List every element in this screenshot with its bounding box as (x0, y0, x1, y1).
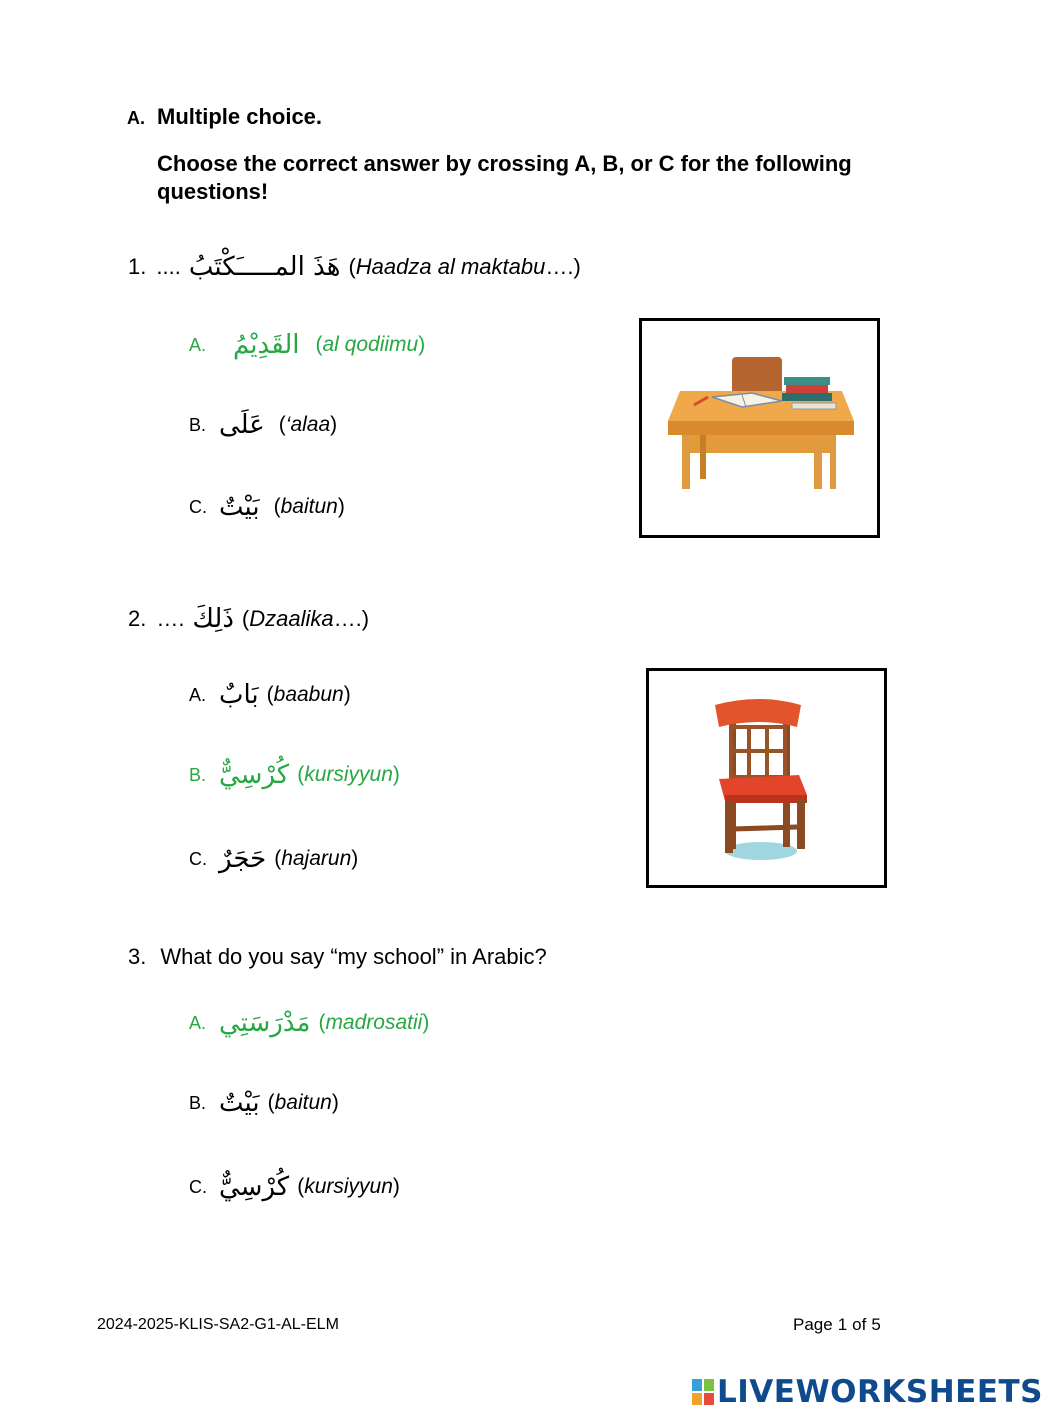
page-current: 1 (837, 1315, 848, 1334)
hint-tail: ….) (545, 254, 581, 279)
page-label: Page (793, 1315, 833, 1334)
option-letter: A. (189, 1012, 207, 1033)
option-letter: C. (189, 848, 207, 869)
question-text: What do you say “my school” in Arabic? (160, 944, 547, 969)
option-letter: C. (189, 1176, 207, 1197)
q3-option-b[interactable]: B. بَيْتٌ ( baitun ) (189, 1088, 339, 1118)
question-arabic: ذَلِكَ (192, 604, 234, 634)
option-letter: A. (189, 684, 207, 705)
brand-name: LIVEWORKSHEETS (717, 1374, 1043, 1410)
q3-option-c[interactable]: C. كُرْسِيٌّ ( kursiyyun ) (189, 1172, 400, 1202)
q2-option-c[interactable]: C. حَجَرٌ ( hajarun ) (189, 844, 359, 874)
option-translit: baabun (273, 683, 344, 706)
section-letter: A. (127, 108, 145, 128)
option-arabic: بَيْتٌ (219, 492, 260, 522)
option-translit: ‘alaa (285, 413, 331, 436)
liveworksheets-logo (692, 1374, 1043, 1410)
q2-option-b[interactable]: B. كُرْسِيٌّ ( kursiyyun ) (189, 760, 400, 790)
option-arabic: مَدْرَسَتِي (219, 1008, 311, 1038)
question-number: 1. (128, 254, 147, 279)
desk-image (639, 318, 880, 538)
question-dots: …. (156, 606, 185, 631)
desk-illustration (642, 321, 877, 535)
option-translit: kursiyyun (304, 763, 393, 786)
chair-image (646, 668, 887, 888)
option-arabic: القَدِيْمُ (233, 330, 300, 360)
question-number: 3. (128, 944, 147, 969)
option-arabic: كُرْسِيٌّ (219, 1172, 290, 1202)
option-letter: A. (189, 334, 207, 355)
q1-option-c[interactable]: C. بَيْتٌ ( baitun ) (189, 492, 345, 522)
option-translit: al qodiimu (322, 333, 419, 356)
document-code: 2024-2025-KLIS-SA2-G1-AL-ELM (97, 1316, 339, 1333)
option-translit: baitun (280, 495, 338, 518)
hint-tail: ….) (333, 606, 370, 631)
question-2 (128, 604, 369, 634)
option-arabic: بَابٌ (219, 680, 259, 710)
chair-illustration (649, 671, 884, 885)
instructions: Choose the correct answer by crossing A, B, or C for the following questions! (157, 151, 852, 204)
question-number: 2. (128, 606, 147, 631)
q3-option-a[interactable]: A. مَدْرَسَتِي ( madrosatii ) (189, 1008, 430, 1038)
q1-option-b[interactable]: B. عَلَى ( ‘alaa ) (189, 410, 338, 440)
question-dots: .... (156, 254, 181, 279)
question-3 (128, 944, 547, 970)
option-arabic: عَلَى (219, 410, 265, 440)
page-total: 5 (871, 1315, 881, 1334)
question-transliteration: Haadza al maktabu (355, 254, 546, 279)
section-title: Multiple choice. (157, 104, 323, 129)
page-indicator (793, 1315, 886, 1335)
option-translit: kursiyyun (304, 1175, 393, 1198)
option-letter: B. (189, 764, 207, 785)
option-arabic: كُرْسِيٌّ (219, 760, 290, 790)
hint-open: ( (348, 254, 356, 279)
question-transliteration: Dzaalika (249, 606, 334, 631)
page-of: of (852, 1315, 867, 1334)
option-translit: hajarun (281, 847, 352, 870)
question-1 (128, 252, 581, 282)
option-arabic: بَيْتٌ (219, 1088, 260, 1118)
hint-open: ( (241, 606, 250, 631)
option-translit: baitun (274, 1091, 332, 1114)
option-translit: madrosatii (325, 1011, 423, 1034)
question-arabic: هَذَ المـــــَكْتَبُ (188, 252, 341, 282)
option-letter: B. (189, 414, 207, 435)
option-arabic: حَجَرٌ (219, 844, 267, 874)
q2-option-a[interactable]: A. بَابٌ ( baabun ) (189, 680, 351, 710)
option-letter: C. (189, 496, 207, 517)
liveworksheets-icon (692, 1379, 714, 1405)
q1-option-a[interactable]: A. القَدِيْمُ ( al qodiimu ) (189, 330, 426, 360)
option-letter: B. (189, 1092, 207, 1113)
